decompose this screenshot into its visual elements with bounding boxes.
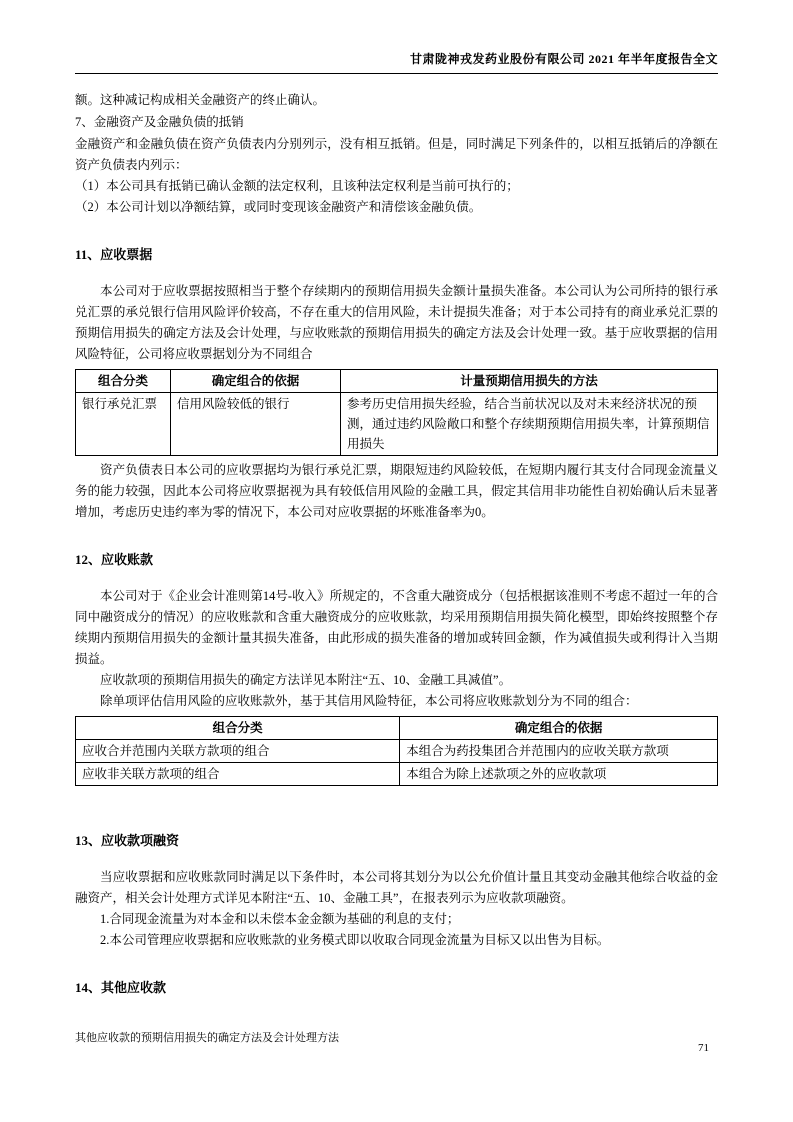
table-row: [76, 393, 718, 456]
heading-12-accounts-receivable: 12、应收账款: [75, 552, 154, 567]
paragraph-receivables-financing-condition-1: 1.合同现金流量为对本金和以未偿本金金额为基础的利息的支付；: [100, 912, 460, 926]
notes-receivable-table: [75, 369, 718, 456]
accounts-receivable-table: [75, 716, 718, 786]
paragraph-receivables-financing-policy: 当应收票据和应收账款同时满足以下条件时，本公司将其划分为以公允价值计量且其变动金融其他综合收益的金融资产，相关会计处理方式详见本附注“五、10、金融工具”，在报表列示为应收款项融资。: [75, 870, 718, 905]
table2-header-basis: 确定组合的依据: [400, 717, 718, 740]
paragraph-other-receivables-note: 其他应收款的预期信用损失的确定方法及会计处理方法: [75, 1032, 339, 1044]
paragraph-accounts-receivable-reference: 应收款项的预期信用损失的确定方法详见本附注“五、10、金融工具减值”。: [100, 673, 512, 687]
paragraph-accounts-receivable-policy: 本公司对于《企业会计准则第14号-收入》所规定的，不含重大融资成分（包括根据该准则不考虑不超过一年的合同中融资成分的情况）的应收账款和含重大融资成分的应收账款，均采用预期信用损失简化模型，即始终按照整个存续期内预期信用损失的金额计量其损失准备，由此形成的损失准备的增加或转回金额，作为减值损失或利得计入当期损益。: [75, 589, 718, 666]
subheading-7-offsetting: 7、金融资产及金融负债的抵销: [75, 115, 244, 129]
paragraph-receivables-financing-condition-2: 2.本公司管理应收票据和应收账款的业务模式即以收取合同现金流量为目标又以出售为目标。: [100, 933, 610, 947]
report-header-title: 甘肃陇神戎发药业股份有限公司 2021 年半年度报告全文: [75, 50, 718, 74]
table2-cell-group-2: 应收非关联方款项的组合: [76, 763, 400, 786]
paragraph-offsetting-intro: 金融资产和金融负债在资产负债表内分别列示，没有相互抵销。但是，同时满足下列条件的，以相互抵销后的净额在资产负债表内列示：: [75, 137, 718, 172]
table2-cell-basis-2: 本组合为除上述款项之外的应收款项: [400, 763, 718, 786]
table-header-row: [76, 717, 718, 740]
heading-14-other-receivables: 14、其他应收款: [75, 980, 167, 995]
paragraph-offsetting-condition-2: （2）本公司计划以净额结算，或同时变现该金融资产和清偿该金融负债。: [75, 200, 482, 214]
table2-cell-basis-1: 本组合为药投集团合并范围内的应收关联方款项: [400, 740, 718, 763]
table-header-row: [76, 370, 718, 393]
table1-cell-basis: 信用风险较低的银行: [171, 393, 341, 456]
table1-cell-method: 参考历史信用损失经验，结合当前状况以及对未来经济状况的预测，通过违约风险敞口和整个存续期预期信用损失率，计算预期信用损失: [341, 393, 718, 456]
table1-cell-group: 银行承兑汇票: [76, 393, 171, 456]
report-body: [75, 90, 718, 1049]
paragraph-notes-receivable-assessment: 资产负债表日本公司的应收票据均为银行承兑汇票，期限短违约风险较低，在短期内履行其支付合同现金流量义务的能力较强，因此本公司将应收票据视为具有较低信用风险的金融工具，假定其信用非功能性自初始确认后未显著增加，考虑历史违约率为零的情况下，本公司对应收票据的坏账准备率为0。: [75, 463, 718, 519]
heading-13-receivables-financing: 13、应收款项融资: [75, 833, 180, 848]
paragraph-notes-receivable-policy: 本公司对于应收票据按照相当于整个存续期内的预期信用损失金额计量损失准备。本公司认为公司所持的银行承兑汇票的承兑银行信用风险评价较高，不存在重大的信用风险，未计提损失准备；对于本公司持有的商业承兑汇票的预期信用损失的确定方法及会计处理，与应收账款的预期信用损失的确定方法及会计处理一致。基于应收票据的信用风险特征，公司将应收票据划分为不同组合: [75, 284, 718, 361]
paragraph-offsetting-condition-1: （1）本公司具有抵销已确认金额的法定权利，且该种法定权利是当前可执行的；: [75, 179, 519, 193]
table2-header-group: 组合分类: [76, 717, 400, 740]
table2-cell-group-1: 应收合并范围内关联方款项的组合: [76, 740, 400, 763]
page-number: 71: [698, 1042, 709, 1054]
table1-header-group: 组合分类: [76, 370, 171, 393]
table1-header-method: 计量预期信用损失的方法: [341, 370, 718, 393]
table1-header-basis: 确定组合的依据: [171, 370, 341, 393]
table-row: [76, 740, 718, 763]
paragraph-carryover: 额。这种减记构成相关金融资产的终止确认。: [75, 93, 326, 107]
paragraph-accounts-receivable-grouping: 除单项评估信用风险的应收账款外，基于其信用风险特征，本公司将应收账款划分为不同的组合：: [100, 694, 638, 708]
heading-11-notes-receivable: 11、应收票据: [75, 247, 153, 262]
table-row: [76, 763, 718, 786]
